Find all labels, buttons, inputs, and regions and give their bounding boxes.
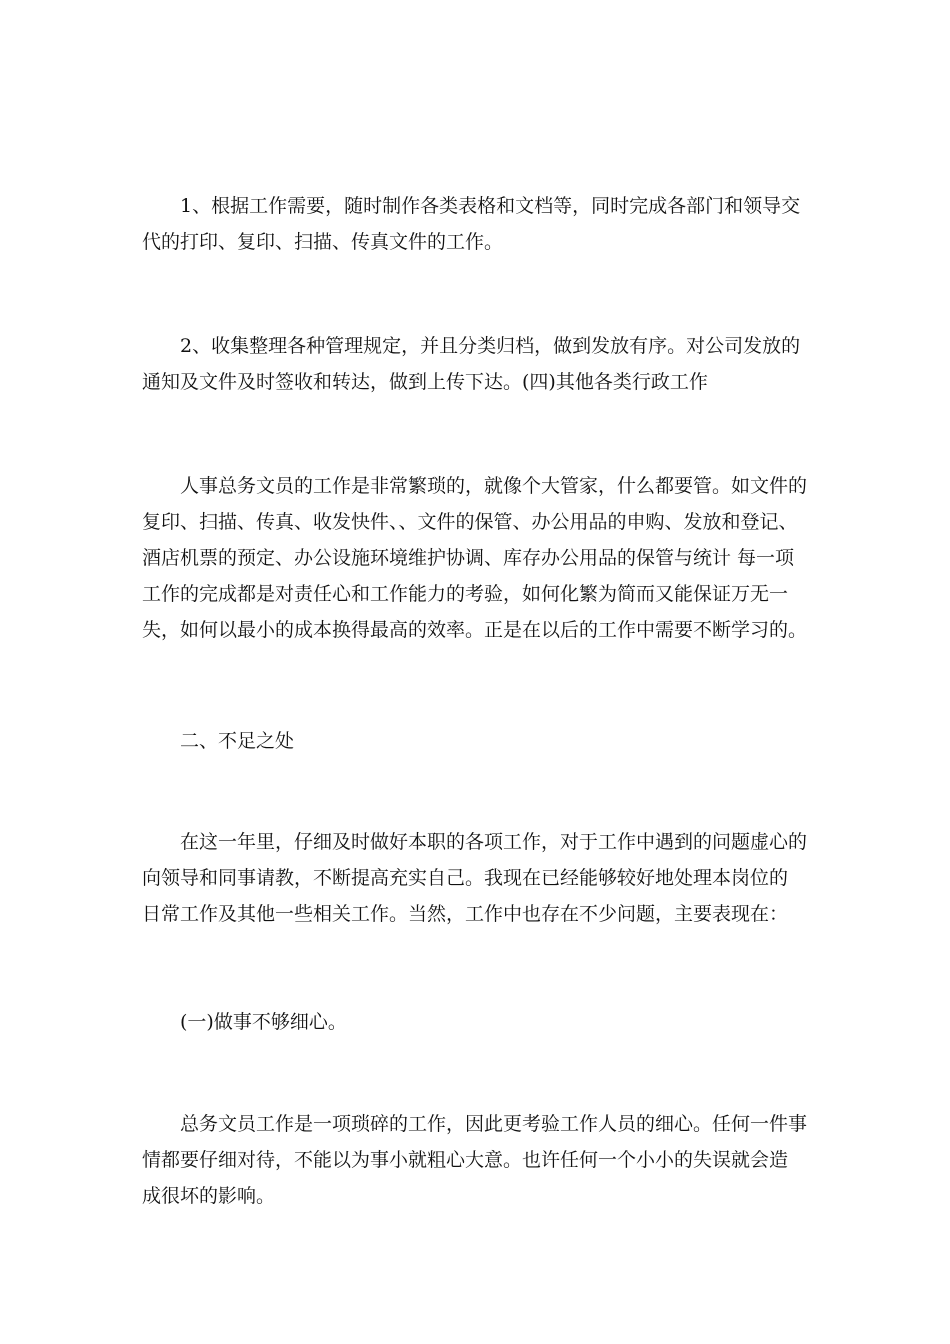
paragraph-line: 通知及文件及时签收和转达，做到上传下达。(四)其他各类行政工作 [142,371,708,393]
section-heading-text: 二、不足之处 [180,730,295,752]
paragraph-line: 向领导和同事请教，不断提高充实自己。我现在已经能够较好地处理本岗位的 [142,867,789,889]
paragraph-line: 人事总务文员的工作是非常繁琐的，就像个大管家，什么都要管。如文件的 [180,475,808,497]
paragraph-line: 1、根据工作需要，随时制作各类表格和文档等，同时完成各部门和领导交 [180,195,801,217]
paragraph-line: 失，如何以最小的成本换得最高的效率。正是在以后的工作中需要不断学习的。 [142,619,808,641]
paragraph-line: 代的打印、复印、扫描、传真文件的工作。 [142,231,504,253]
paragraph-line: 复印、扫描、传真、收发快件、、文件的保管、办公用品的申购、发放和登记、 [142,511,798,533]
paragraph-line: 2、收集整理各种管理规定，并且分类归档，做到发放有序。对公司发放的 [180,335,801,357]
paragraph-line: 工作的完成都是对责任心和工作能力的考验，如何化繁为简而又能保证万无一 [142,583,789,605]
subsection-heading [142,1004,810,1040]
paragraph-line: 总务文员工作是一项琐碎的工作，因此更考验工作人员的细心。任何一件事 [180,1113,808,1135]
paragraph-line: 日常工作及其他一些相关工作。当然，工作中也存在不少问题，主要表现在： [142,903,789,925]
paragraph-4 [142,824,810,932]
paragraph-line: 情都要仔细对待，不能以为事小就粗心大意。也许任何一个小小的失误就会造 [142,1149,789,1171]
subsection-heading-text: (一)做事不够细心。 [180,1011,347,1033]
section-heading [142,723,810,759]
paragraph-2 [142,328,810,400]
paragraph-line: 成很坏的影响。 [142,1185,276,1207]
paragraph-1 [142,188,810,260]
paragraph-line: 在这一年里，仔细及时做好本职的各项工作，对于工作中遇到的问题虚心的 [180,831,808,853]
paragraph-5 [142,1106,810,1214]
paragraph-3 [142,468,810,648]
paragraph-line: 酒店机票的预定、办公设施环境维护协调、库存办公用品的保管与统计 每一项 [142,547,795,569]
